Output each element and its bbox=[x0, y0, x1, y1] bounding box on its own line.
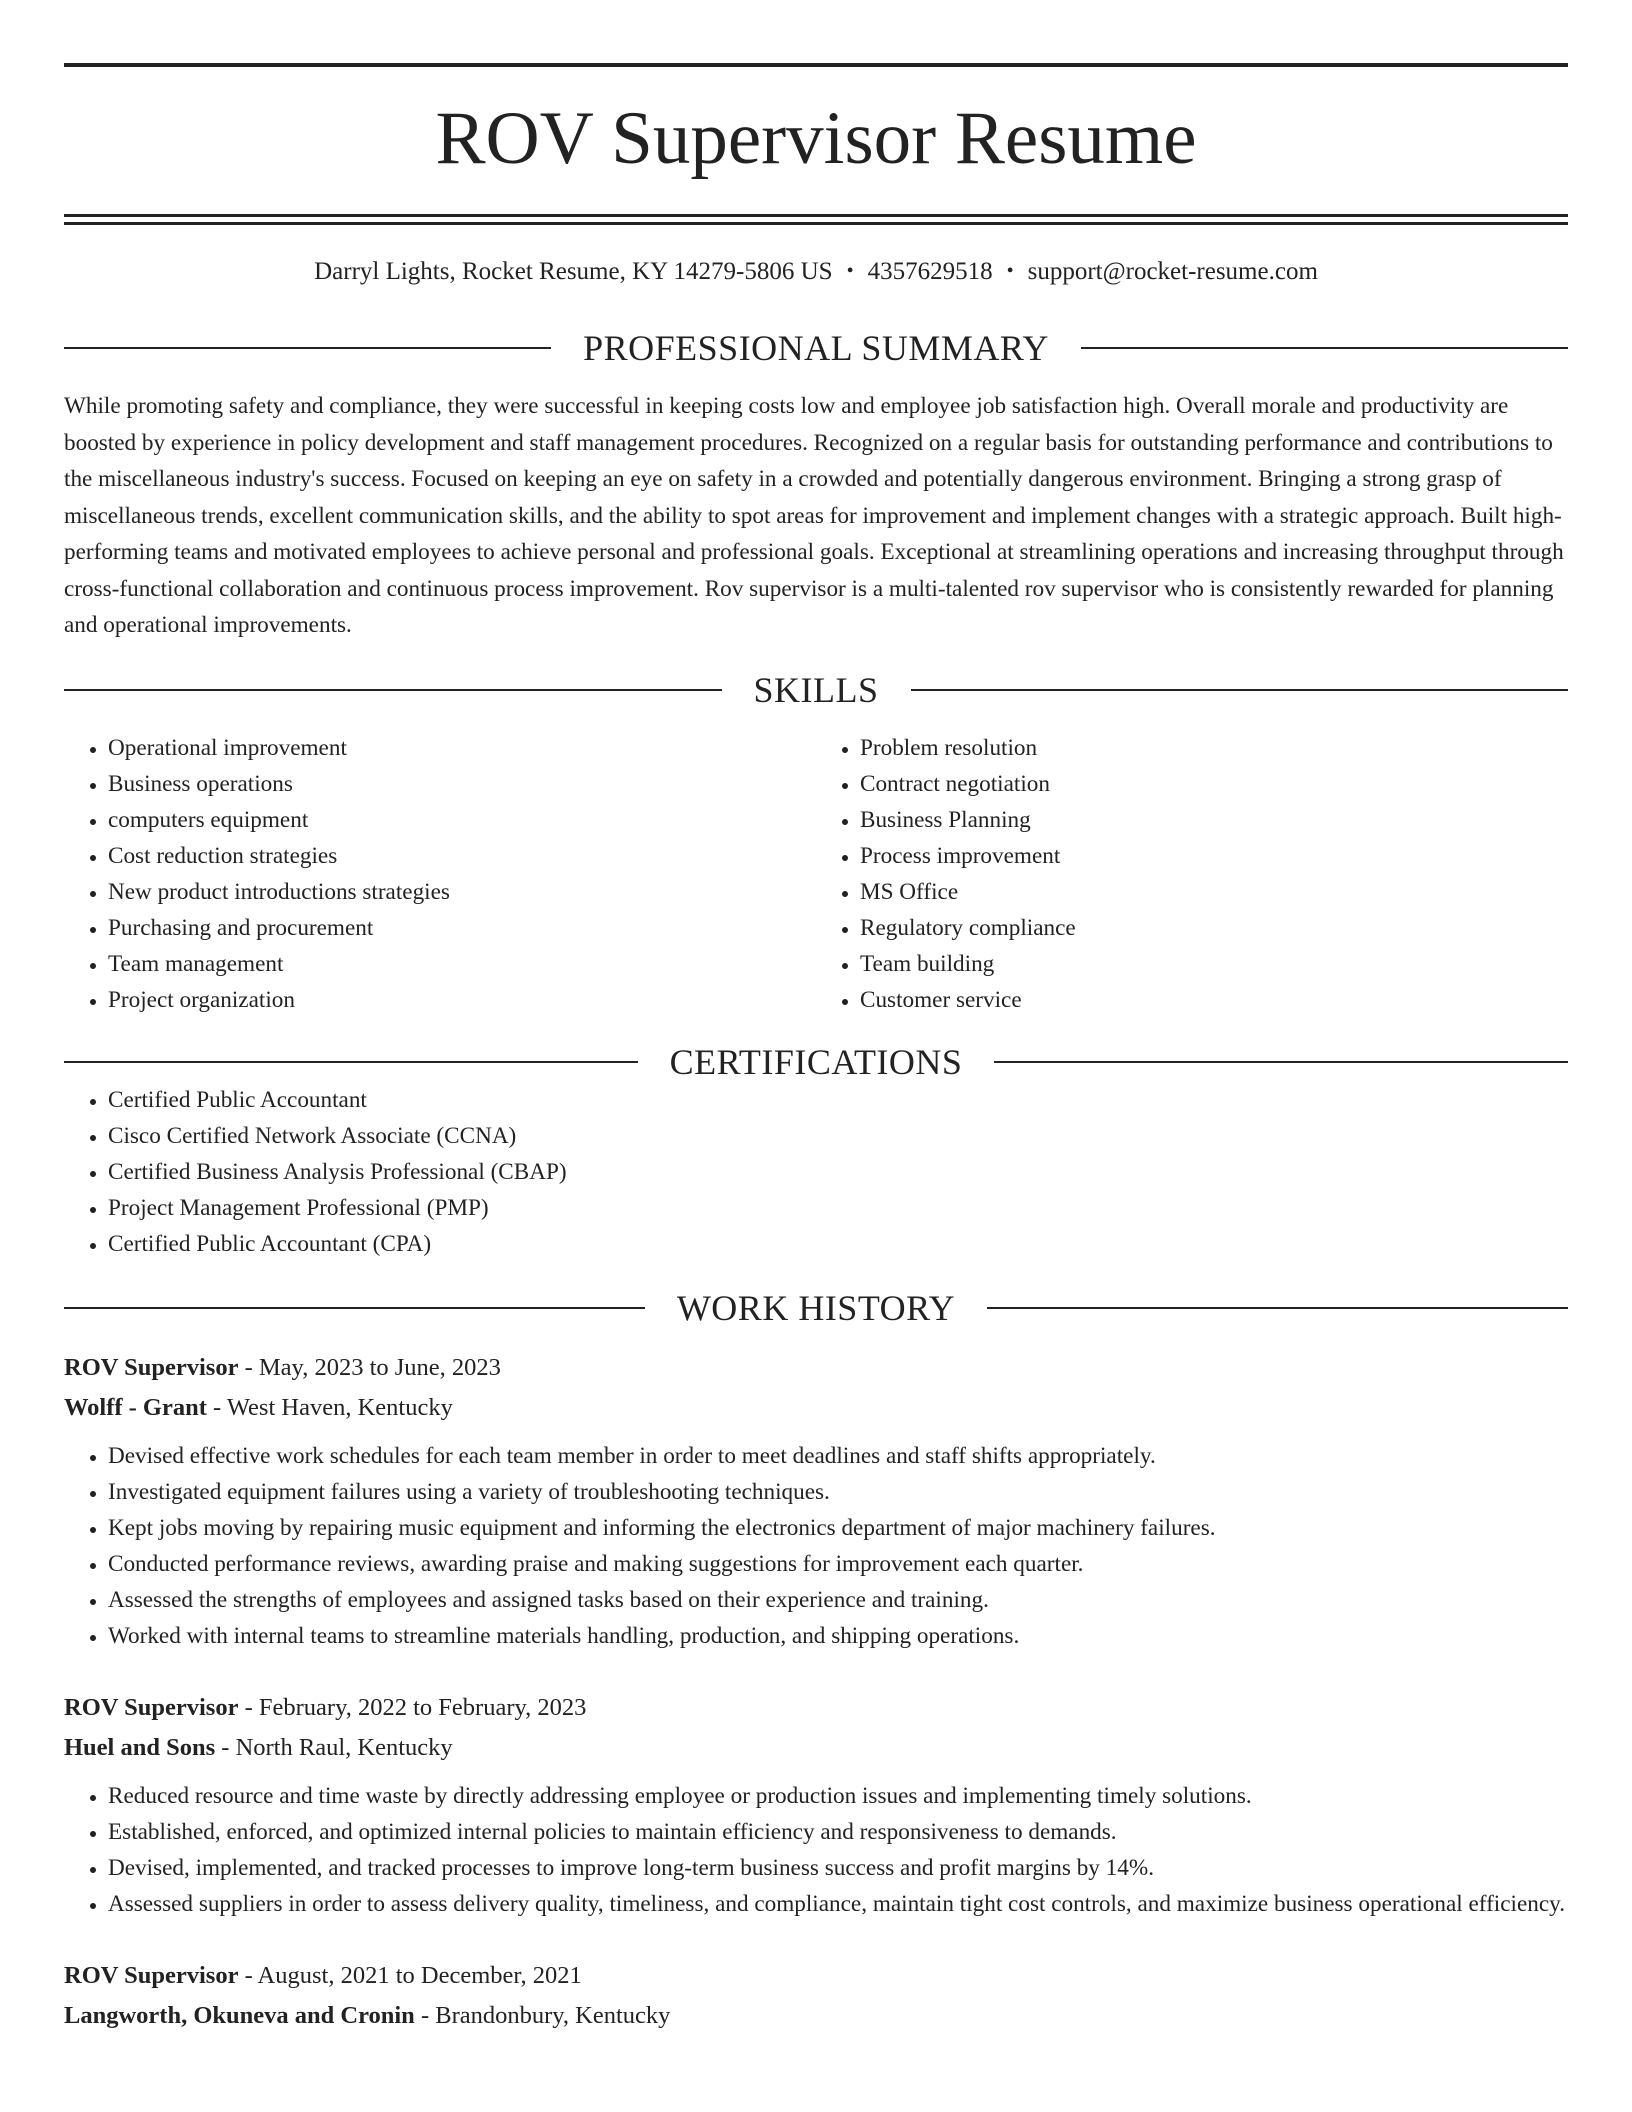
job-title: ROV Supervisor bbox=[64, 1693, 239, 1721]
job-entry bbox=[64, 1956, 1568, 2036]
heading-rule-right bbox=[987, 1307, 1568, 1309]
job-entry bbox=[64, 1688, 1568, 1922]
job-duty-item: • Worked with internal teams to streamline materials handling, production, and shipping operations. bbox=[108, 1618, 1568, 1654]
certification-item: • Cisco Certified Network Associate (CCNA) bbox=[108, 1118, 1568, 1154]
job-duty-item: • Conducted performance reviews, awarding praise and making suggestions for improvement each quarter. bbox=[108, 1546, 1568, 1582]
skill-item: • Team management bbox=[108, 946, 816, 982]
contact-separator: • bbox=[1006, 260, 1014, 282]
job-dates: February, 2022 to February, 2023 bbox=[258, 1693, 587, 1721]
heading-rule-left bbox=[64, 347, 551, 349]
job-company-line: Wolff - Grant - West Haven, Kentucky bbox=[64, 1393, 453, 1421]
section-heading-work-history bbox=[64, 1288, 1568, 1328]
skill-item: • Operational improvement bbox=[108, 730, 816, 766]
job-duty-item: • Assessed the strengths of employees and assigned tasks based on their experience and training. bbox=[108, 1582, 1568, 1618]
page-title: ROV Supervisor Resume bbox=[435, 97, 1197, 180]
summary-paragraph: While promoting safety and compliance, they were successful in keeping costs low and employee job satisfaction high. Overall morale and productivity are boosted by experience in policy development and staff management procedures. Recognized on a regular basis for outstanding performance and contributions to the miscellaneous industry's success. Focused on keeping an eye on safety in a crowded and potentially dangerous environment. Bringing a strong grasp of miscellaneous trends, excellent communication skills, and the ability to spot areas for improvement and implement changes with a strategic approach. Built high-performing teams and motivated employees to achieve personal and professional goals. Exceptional at streamlining operations and increasing throughput through cross-functional collaboration and continuous process improvement. Rov supervisor is a multi-talented rov supervisor who is consistently rewarded for planning and operational improvements. bbox=[64, 393, 1564, 638]
job-duty-item: • Kept jobs moving by repairing music equipment and informing the electronics department of major machinery failures. bbox=[108, 1510, 1568, 1546]
certification-item: • Project Management Professional (PMP) bbox=[108, 1190, 1568, 1226]
skill-item: • Regulatory compliance bbox=[860, 910, 1568, 946]
job-duty-item: • Devised, implemented, and tracked processes to improve long-term business success and profit margins by 14%. bbox=[108, 1850, 1568, 1886]
section-heading-certifications bbox=[64, 1042, 1568, 1082]
contact-address: Darryl Lights, Rocket Resume, KY 14279-5806 US bbox=[314, 258, 833, 285]
job-location: Brandonbury, Kentucky bbox=[435, 2001, 671, 2029]
contact-line bbox=[64, 257, 1568, 288]
section-title-skills: SKILLS bbox=[753, 669, 879, 710]
skill-item: • Team building bbox=[860, 946, 1568, 982]
job-title: ROV Supervisor bbox=[64, 1961, 239, 1989]
contact-email: support@rocket-resume.com bbox=[1027, 258, 1318, 285]
job-company: Huel and Sons bbox=[64, 1733, 216, 1761]
job-duty-item: • Assessed suppliers in order to assess delivery quality, timeliness, and compliance, maintain tight cost controls, and maximize business operational efficiency. bbox=[108, 1886, 1568, 1922]
contact-phone: 4357629518 bbox=[867, 258, 993, 285]
title-bottom-double-rule bbox=[64, 214, 1568, 225]
job-title-line: ROV Supervisor - May, 2023 to June, 2023 bbox=[64, 1353, 501, 1381]
heading-rule-right bbox=[911, 689, 1569, 691]
section-title-certifications: CERTIFICATIONS bbox=[669, 1041, 963, 1082]
skill-item: • MS Office bbox=[860, 874, 1568, 910]
certifications-list bbox=[64, 1082, 1568, 1262]
section-heading-skills bbox=[64, 670, 1568, 710]
job-entry bbox=[64, 1348, 1568, 1654]
section-title-work-history: WORK HISTORY bbox=[676, 1287, 956, 1328]
job-title-line: ROV Supervisor - August, 2021 to December, 2021 bbox=[64, 1961, 582, 1989]
heading-rule-right bbox=[1081, 347, 1568, 349]
heading-rule-left bbox=[64, 1061, 638, 1063]
skills-column-right bbox=[816, 730, 1568, 1018]
skills-list-right bbox=[816, 730, 1568, 1018]
skill-item: • Project organization bbox=[108, 982, 816, 1018]
section-heading-summary bbox=[64, 328, 1568, 368]
job-duties-list bbox=[64, 1438, 1568, 1654]
skill-item: • Business Planning bbox=[860, 802, 1568, 838]
job-duty-item: • Investigated equipment failures using a variety of troubleshooting techniques. bbox=[108, 1474, 1568, 1510]
job-duty-item: • Devised effective work schedules for each team member in order to meet deadlines and staff shifts appropriately. bbox=[108, 1438, 1568, 1474]
heading-rule-left bbox=[64, 1307, 645, 1309]
certification-item: • Certified Business Analysis Professional (CBAP) bbox=[108, 1154, 1568, 1190]
job-company-line: Huel and Sons - North Raul, Kentucky bbox=[64, 1733, 453, 1761]
skill-item: • Process improvement bbox=[860, 838, 1568, 874]
job-dates: May, 2023 to June, 2023 bbox=[258, 1353, 501, 1381]
job-location: North Raul, Kentucky bbox=[235, 1733, 453, 1761]
skill-item: • Contract negotiation bbox=[860, 766, 1568, 802]
job-company: Wolff - Grant bbox=[64, 1393, 207, 1421]
skill-item: • Purchasing and procurement bbox=[108, 910, 816, 946]
skill-item: • computers equipment bbox=[108, 802, 816, 838]
certification-item: • Certified Public Accountant bbox=[108, 1082, 1568, 1118]
skills-grid bbox=[64, 730, 1568, 1018]
skills-list-left bbox=[64, 730, 816, 1018]
job-duty-item: • Established, enforced, and optimized internal policies to maintain efficiency and responsiveness to demands. bbox=[108, 1814, 1568, 1850]
job-company-line: Langworth, Okuneva and Cronin - Brandonbury, Kentucky bbox=[64, 2001, 671, 2029]
job-company: Langworth, Okuneva and Cronin bbox=[64, 2001, 415, 2029]
contact-separator: • bbox=[846, 260, 854, 282]
section-title-summary: PROFESSIONAL SUMMARY bbox=[583, 328, 1049, 368]
job-title: ROV Supervisor bbox=[64, 1353, 239, 1381]
heading-rule-right bbox=[994, 1061, 1568, 1063]
job-duties-list bbox=[64, 1778, 1568, 1922]
heading-rule-left bbox=[64, 689, 722, 691]
skill-item: • Customer service bbox=[860, 982, 1568, 1018]
job-title-line: ROV Supervisor - February, 2022 to February, 2023 bbox=[64, 1693, 587, 1721]
skill-item: • Cost reduction strategies bbox=[108, 838, 816, 874]
skill-item: • New product introductions strategies bbox=[108, 874, 816, 910]
skill-item: • Problem resolution bbox=[860, 730, 1568, 766]
skills-column-left bbox=[64, 730, 816, 1018]
skill-item: • Business operations bbox=[108, 766, 816, 802]
job-dates: August, 2021 to December, 2021 bbox=[257, 1961, 582, 1989]
job-location: West Haven, Kentucky bbox=[226, 1393, 453, 1421]
job-duty-item: • Reduced resource and time waste by directly addressing employee or production issues and implementing timely solutions. bbox=[108, 1778, 1568, 1814]
certification-item: • Certified Public Accountant (CPA) bbox=[108, 1226, 1568, 1262]
